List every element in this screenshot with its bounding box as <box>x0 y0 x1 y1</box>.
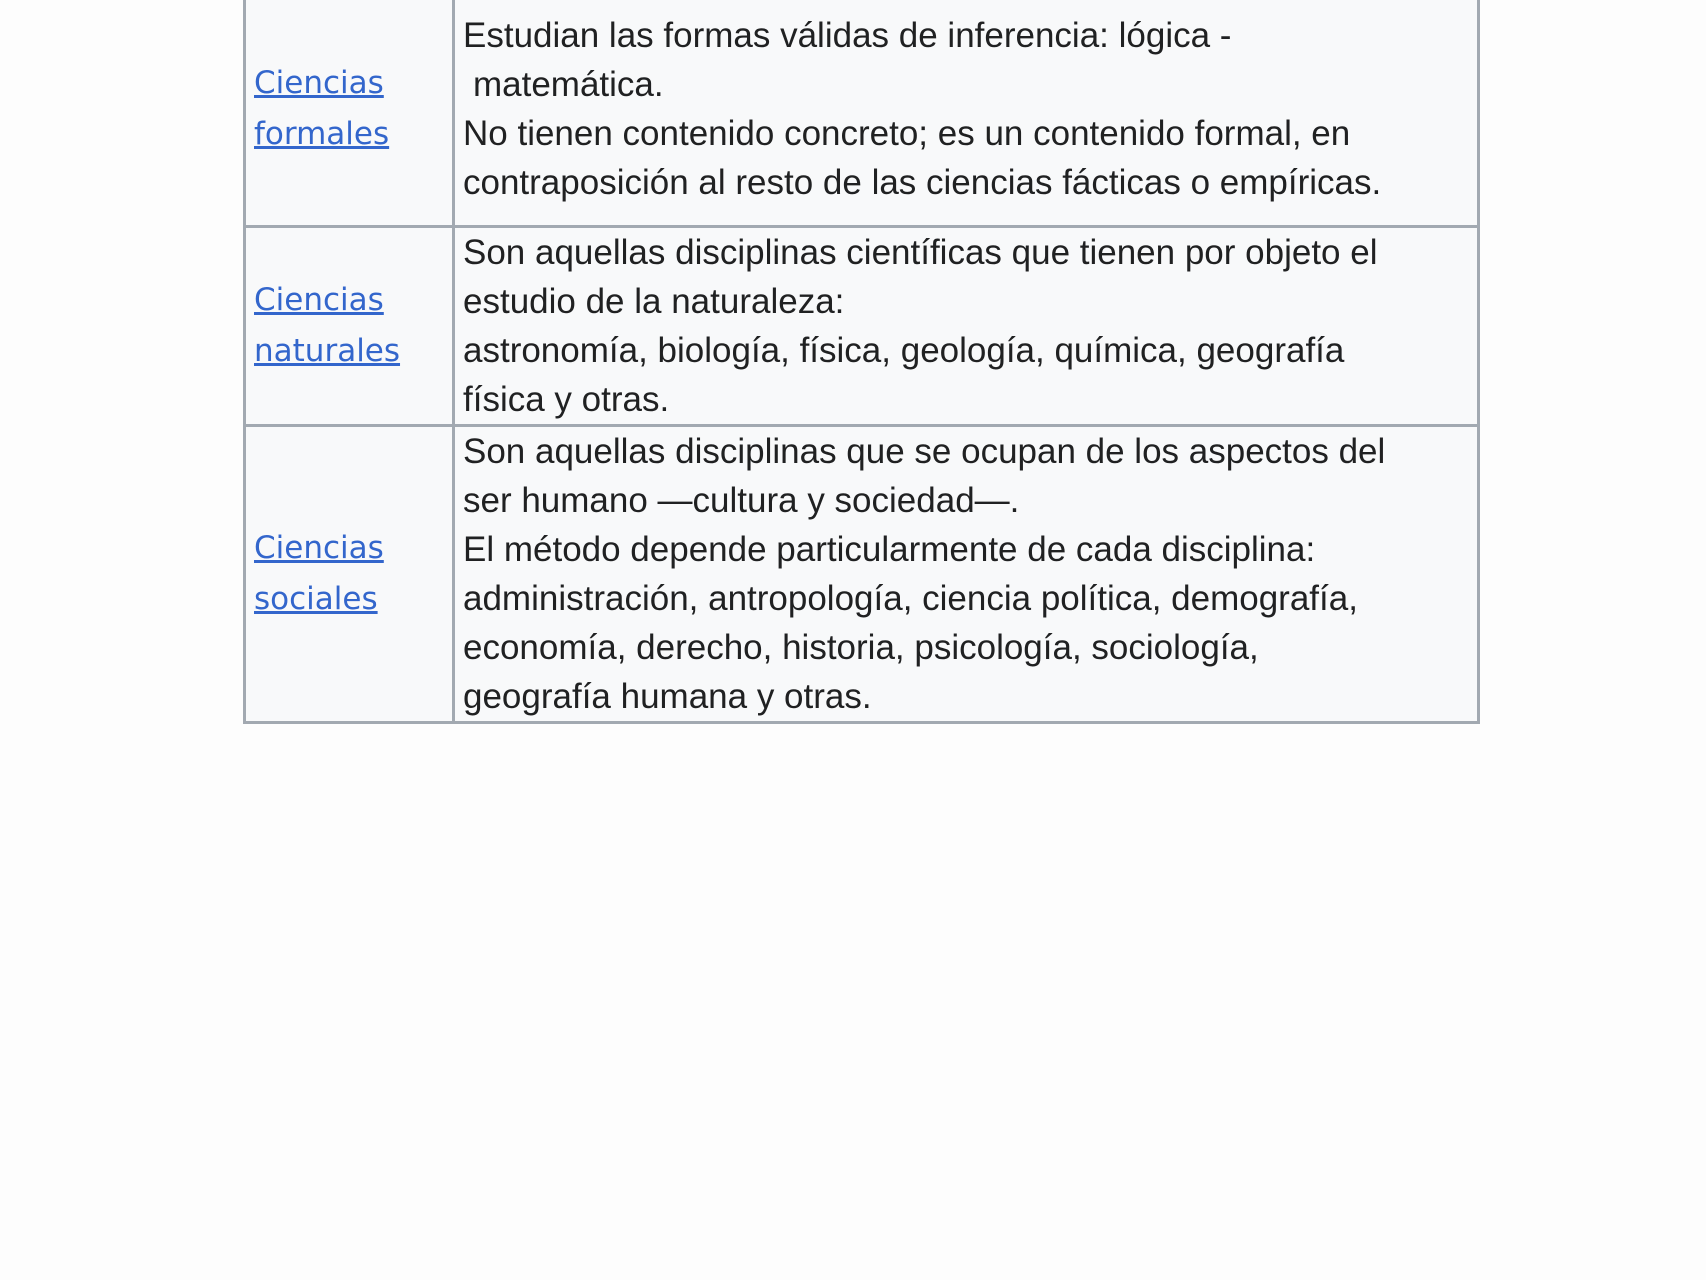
description-line: matemática. <box>473 65 664 104</box>
table-row-ciencias-formales <box>245 0 1479 227</box>
label-cell <box>245 426 454 723</box>
link-ciencias-naturales[interactable] <box>254 275 444 377</box>
description-line: administración, antropología, ciencia política, demografía, <box>463 579 1358 618</box>
description-cell <box>454 227 1479 426</box>
description-cell <box>454 426 1479 723</box>
label-cell <box>245 0 454 227</box>
description-line: Estudian las formas válidas de inferencia: lógica - <box>463 16 1232 55</box>
link-text-line: formales <box>254 116 390 152</box>
link-ciencias-formales[interactable] <box>254 58 444 160</box>
table-row-ciencias-sociales <box>245 426 1479 723</box>
link-text-line: sociales <box>254 581 378 617</box>
description-line: física y otras. <box>463 380 670 419</box>
description-line: astronomía, biología, física, geología, química, geografía <box>463 331 1345 370</box>
label-cell <box>245 227 454 426</box>
link-text-line: Ciencias <box>254 282 384 318</box>
description-line: Son aquellas disciplinas científicas que tienen por objeto el <box>463 233 1378 272</box>
description-line: estudio de la naturaleza: <box>463 282 845 321</box>
description-line: No tienen contenido concreto; es un contenido formal, en <box>463 114 1351 153</box>
description-line: El método depende particularmente de cada disciplina: <box>463 530 1316 569</box>
link-text-line: Ciencias <box>254 65 384 101</box>
description-cell <box>454 0 1479 227</box>
description-line: contraposición al resto de las ciencias fácticas o empíricas. <box>463 163 1382 202</box>
link-ciencias-sociales[interactable] <box>254 523 444 625</box>
description-line: ser humano —cultura y sociedad—. <box>463 481 1020 520</box>
sciences-table <box>243 0 1480 724</box>
link-text-line: naturales <box>254 333 401 369</box>
table-row-ciencias-naturales <box>245 227 1479 426</box>
link-text-line: Ciencias <box>254 530 384 566</box>
description-line: economía, derecho, historia, psicología, sociología, <box>463 628 1259 667</box>
description-line: geografía humana y otras. <box>463 677 872 716</box>
description-line: Son aquellas disciplinas que se ocupan de los aspectos del <box>463 432 1386 471</box>
